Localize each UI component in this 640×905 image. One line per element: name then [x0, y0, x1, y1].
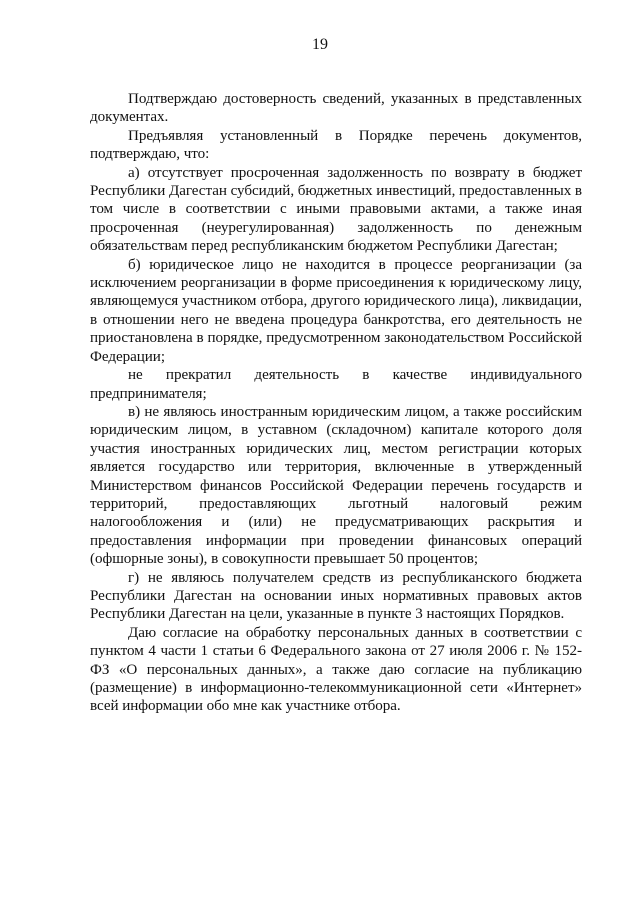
paragraph-consent: Даю согласие на обработку персональных данных в соответствии с пунктом 4 части 1 статьи 6 Федерального закона от 27 июля 2006 г. № 152-ФЗ «О персональных данных», а также даю согласие на публикацию (размещение) в информационно-телекоммуникационной сети «Интернет» всей информации обо мне как участнике отбора. — [90, 624, 582, 715]
document-body — [90, 90, 582, 716]
paragraph-item-v: в) не являюсь иностранным юридическим лицом, а также российским юридическим лицом, в уставном (складочном) капитале которого доля участия иностранных юридических лиц, местом регистрации которых является государство или территория, включенные в утвержденный Министерством финансов Российской Федерации перечень государств и территорий, предоставляющих льготный налоговый режим налогообложения и (или) не предусматривающих раскрытия и предоставления информации при проведении финансовых операций (офшорные зоны), в совокупности превышает 50 процентов; — [90, 403, 582, 568]
paragraph-item-b: б) юридическое лицо не находится в процессе реорганизации (за исключением реорганизации в форме присоединения к юридическому лицу, являющемуся участником отбора, другого юридического лица), ликвидации, в отношении него не введена процедура банкротства, его деятельность не приостановлена в порядке, предусмотренном законодательством Российской Федерации; — [90, 256, 582, 365]
page-number: 19 — [312, 36, 328, 53]
paragraph-item-g: г) не являюсь получателем средств из республиканского бюджета Республики Дагестан на основании иных нормативных правовых актов Республики Дагестан на цели, указанные в пункте 3 настоящих Порядков. — [90, 569, 582, 623]
paragraph-entrepreneur: не прекратил деятельность в качестве индивидуального предпринимателя; — [90, 367, 582, 402]
paragraph-confirmation: Подтверждаю достоверность сведений, указанных в представленных документах. — [90, 91, 582, 126]
paragraph-intro: Предъявляя установленный в Порядке перечень документов, подтверждаю, что: — [90, 127, 582, 163]
paragraph-item-a: а) отсутствует просроченная задолженность по возврату в бюджет Республики Дагестан субсидий, бюджетных инвестиций, предоставленных в том числе в соответствии с иными правовыми актами, а также иная просроченная (неурегулированная) задолженность по денежным обязательствам перед республиканским бюджетом Республики Дагестан; — [90, 164, 582, 255]
